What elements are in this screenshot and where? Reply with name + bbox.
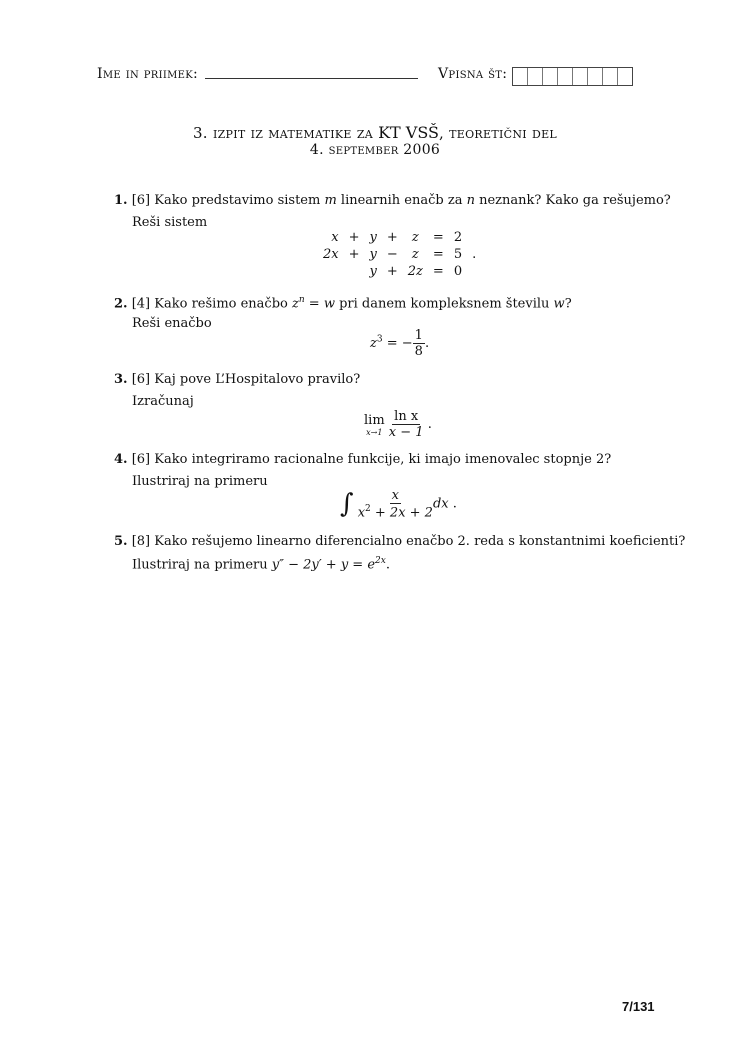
numerator: ln x bbox=[394, 409, 419, 424]
question-number: 3. bbox=[114, 372, 128, 387]
question-5-task bbox=[132, 556, 390, 572]
exam-title bbox=[0, 123, 750, 142]
question-points: [6] bbox=[131, 193, 151, 208]
numerator: 1 bbox=[414, 328, 423, 343]
m: x bbox=[357, 505, 366, 521]
fraction bbox=[358, 488, 433, 520]
q-text: Kako rešujemo linearno diferencialno enačbo 2. reda s konstantnimi koeficienti? bbox=[154, 534, 686, 549]
lim-sub: x→1 bbox=[366, 427, 383, 437]
equation-row bbox=[318, 246, 481, 263]
m: 2x bbox=[375, 556, 386, 566]
name-field-line[interactable] bbox=[205, 78, 418, 79]
equation-cell bbox=[467, 229, 481, 246]
m: . bbox=[427, 417, 432, 432]
equation-cell: y bbox=[369, 264, 377, 279]
integral-sign: ∫ bbox=[340, 489, 354, 520]
question-number: 2. bbox=[114, 296, 128, 312]
m: + 2x + 2 bbox=[370, 505, 433, 521]
id-number-boxes[interactable] bbox=[512, 67, 633, 86]
equation-cell: = bbox=[432, 264, 444, 279]
question-5 bbox=[114, 534, 685, 549]
q-math: z bbox=[291, 296, 299, 312]
denominator: x − 1 bbox=[388, 425, 424, 440]
question-1-task: Reši sistem bbox=[132, 215, 208, 230]
m: . bbox=[452, 496, 457, 512]
q-math: m bbox=[324, 193, 337, 208]
question-number: 1. bbox=[114, 193, 128, 208]
lim bbox=[364, 413, 385, 437]
m: . bbox=[385, 557, 390, 573]
title-part: , teoretični del bbox=[438, 124, 558, 142]
equation-cell: = bbox=[432, 247, 444, 262]
denominator bbox=[358, 504, 433, 520]
question-4-task: Ilustriraj na primeru bbox=[132, 474, 268, 489]
m: . bbox=[424, 336, 430, 351]
limit-expression bbox=[364, 409, 432, 440]
m: z bbox=[370, 336, 377, 351]
page-number: 7/131 bbox=[622, 999, 655, 1014]
q-text: linearnih enačb za bbox=[336, 193, 467, 208]
equation-cell: y bbox=[369, 230, 377, 245]
integral-expression bbox=[340, 488, 457, 520]
numerator: x bbox=[391, 488, 399, 503]
m: y″ − 2y′ + y = e bbox=[271, 557, 376, 573]
equation-cell: 5 bbox=[453, 247, 463, 262]
q-text: Kako integriramo racionalne funkcije, ki imajo imenovalec stopnje 2? bbox=[154, 452, 612, 467]
equation-cell: = bbox=[432, 230, 444, 245]
equation-cell: 2z bbox=[407, 264, 423, 279]
denominator: 8 bbox=[414, 344, 423, 359]
equation-cell: z bbox=[411, 230, 419, 245]
q-math: n bbox=[466, 193, 475, 208]
title-part: KT VSŠ bbox=[378, 123, 439, 142]
equation-cell: + bbox=[348, 247, 360, 262]
question-points: [6] bbox=[131, 372, 151, 387]
q-math: n bbox=[298, 295, 305, 305]
m: dx bbox=[432, 496, 449, 512]
question-points: [8] bbox=[131, 534, 151, 549]
equation-cell: − bbox=[386, 247, 398, 262]
title-part: 3. izpit iz matematike za bbox=[192, 124, 379, 142]
equation-cell: 2 bbox=[453, 230, 463, 245]
question-number: 5. bbox=[114, 534, 128, 549]
exam-date: 4. september 2006 bbox=[309, 142, 441, 158]
equation-cell: 2x bbox=[323, 247, 339, 262]
question-4 bbox=[114, 452, 611, 467]
lim-text: lim bbox=[364, 412, 385, 428]
equation-cell: + bbox=[386, 230, 398, 245]
q-text: Kako rešimo enačbo bbox=[154, 296, 292, 312]
q-math: w bbox=[553, 296, 565, 312]
equation-cell: . bbox=[472, 247, 477, 262]
equation-cell bbox=[344, 263, 365, 280]
fraction bbox=[389, 409, 424, 440]
q-text: = bbox=[304, 296, 324, 312]
question-1 bbox=[114, 193, 671, 208]
q-text: pri danem kompleksnem številu bbox=[334, 296, 554, 312]
m: 3 bbox=[376, 334, 383, 345]
equation-cell bbox=[318, 263, 344, 280]
question-number: 4. bbox=[114, 452, 128, 467]
id-label: Vpisna št: bbox=[438, 66, 508, 82]
equation-cell bbox=[467, 263, 481, 280]
equation-row bbox=[318, 263, 481, 280]
equation-cell: + bbox=[348, 230, 360, 245]
equation-cell: z bbox=[411, 247, 419, 262]
m: 2 bbox=[365, 504, 371, 514]
equation-row bbox=[318, 229, 481, 246]
question-2 bbox=[114, 295, 572, 311]
equation-cell: 0 bbox=[453, 264, 463, 279]
q-text: Ilustriraj na primeru bbox=[132, 557, 272, 573]
question-points: [4] bbox=[131, 296, 151, 312]
question-points: [6] bbox=[131, 452, 151, 467]
equation-cell: y bbox=[369, 247, 377, 262]
q-text: Kaj pove L’Hospitalovo pravilo? bbox=[154, 372, 361, 387]
question-3-task: Izračunaj bbox=[132, 394, 194, 409]
equation-system bbox=[318, 229, 481, 280]
q-text: Kako predstavimo sistem bbox=[154, 193, 325, 208]
question-2-task: Reši enačbo bbox=[132, 316, 212, 331]
equation-cell: + bbox=[386, 264, 398, 279]
question-3 bbox=[114, 372, 360, 387]
q-math: w bbox=[323, 296, 335, 312]
q-text: neznank? Kako ga rešujemo? bbox=[474, 193, 671, 208]
equation-cell: x bbox=[331, 230, 339, 245]
fraction bbox=[413, 328, 425, 359]
equation-z3 bbox=[370, 328, 429, 359]
m: = − bbox=[386, 336, 413, 351]
q-text: ? bbox=[564, 296, 572, 312]
name-label: Ime in priimek: bbox=[97, 66, 199, 82]
